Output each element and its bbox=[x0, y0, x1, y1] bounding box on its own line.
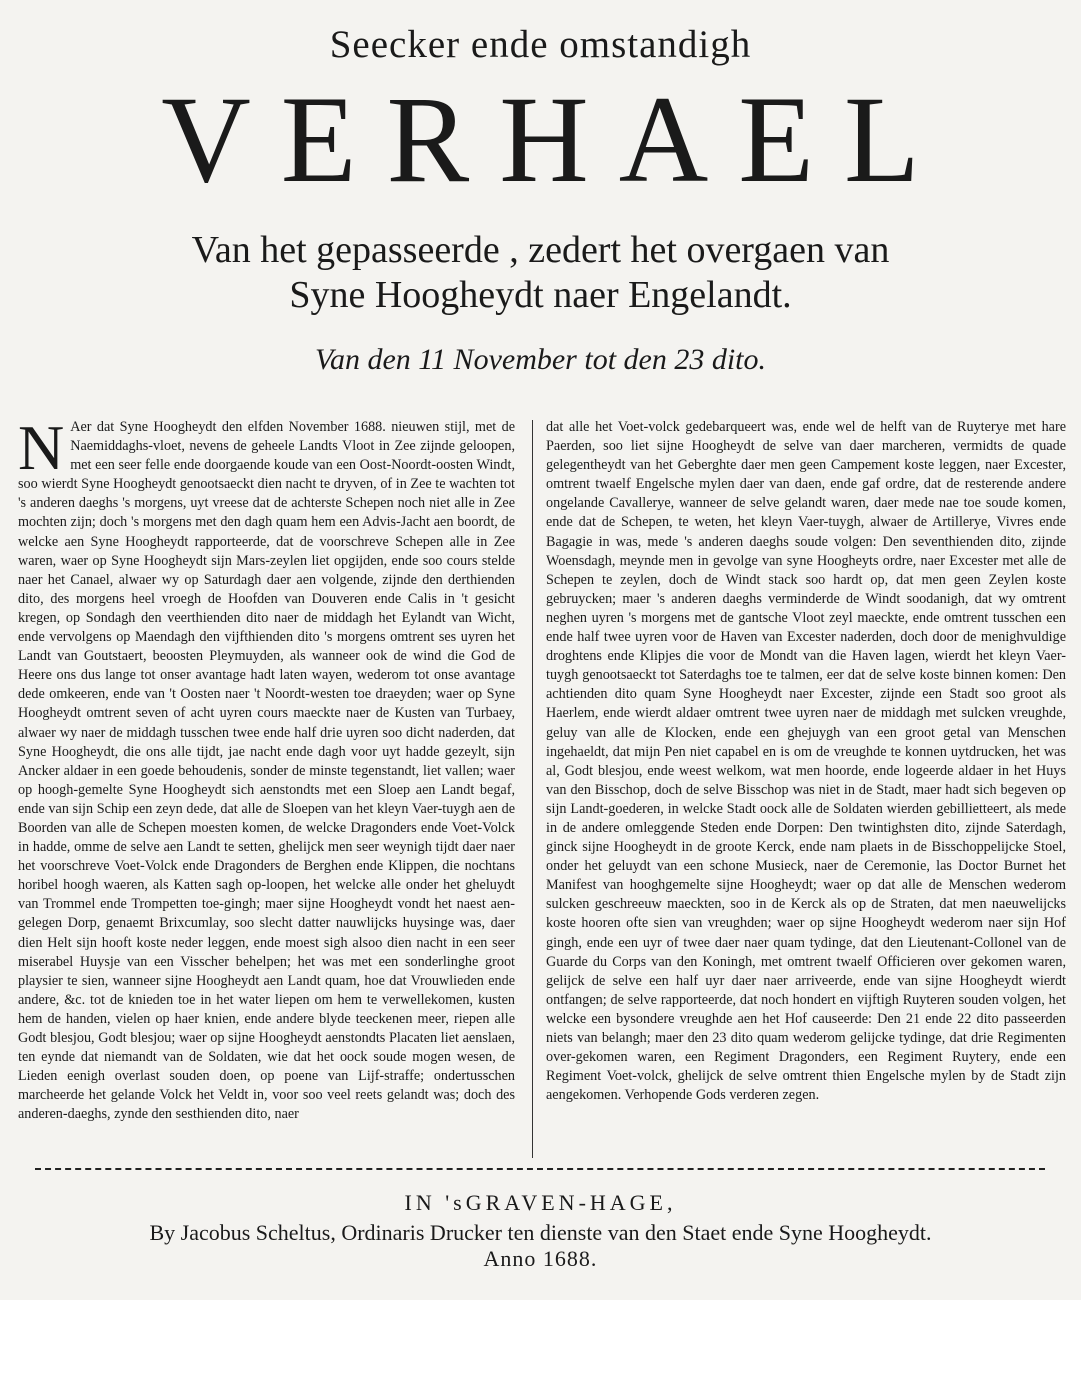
text-column-right bbox=[546, 418, 1066, 1153]
subtitle-line-2: Syne Hoogheydt naer Engelandt. bbox=[289, 274, 792, 316]
drop-cap: N bbox=[18, 418, 65, 483]
right-column-text: dat alle het Voet-volck gedebarqueert was, ende wel de helft van de Ruyterye met hare Paerden, soo liet sijne Hoogheydt de selve van daer marcheren, vermidts de quade gelegentheydt van het Geberghte daer men geen Campement koste leggen, naer Excester, omtrent twaelf Engelsche mylen daer van daen, ende gaf ordre, dat de resterende andere ongelande Cavallerye, wanneer de selve gelandt waren, daer mede nae toe soude komen, ende dat de Schepen, te weten, het kleyn Vaer-tuygh, alwaer de Artillerye, Vivres ende Bagagie in was, mede 's anderen daeghs soude volgen: Den seventhienden dito, zijnde Woensdagh, meynde men in gevolge van syne Hoogheyts ordre, naer Excester met alle de Schepen te zeylen, doch de Windt stack soo hardt op, dat men geen Zeylen koste gebruycken; maer 's anderen daeghs verminderde de Windt soodanigh, dat wy omtrent neghen uyren 's morgens met de gantsche Vloot zeyl maeckte, ende omtrent tusschen een ende half twee uyren voor de Haven van Excester naderden, doch door de menighvuldige droghtens ende Klipjes die voor de Mondt van die Haven lagen, wierdt het kleyn Vaer-tuygh genootsaeckt tot Saterdaghs toe te talmen, eer dat de selve koste binnen komen: Den achtienden dito quam Syne Hoogheydt naer Excester, zijnde een Stadt soo groot als Haerlem, ende wierdt aldaer omtrent twee uyren naer de middagh met sulcken vreughde, geluy van alle de Klocken, ende een ghejuygh van een groot getal van Menschen ingehaeldt, dat mijn Pen niet capabel en is om de vreughde te konnen uytdrucken, het was al, Godt blesjou, ende weest welkom, wat men hoorde, ende logeerde aldaer in het Huys van den Bisschop, doch de selve Bisschop was niet in de Stadt, maer hadt sich begeven op sijn Landt-goederen, in welcke Stadt oock alle de Soldaten wierden gebillietteert, als mede in de andere omleggende Steden ende Dorpen: Den twintighsten dito, zijnde Saterdagh, ginck sijne Hoogheydt in de groote Kerck, ende nam plaets in de Bisschoppelijcke Stoel, onder het geluydt van een schone Musieck, naer de Ceremonie, las Doctor Burnet het Manifest van hooghgemelte sijne Hoogheydt; waer op dat alle de Menschen wederom sulcken geschreeuw maeckten, soo in de Kerck als op de Straten, dat men naeuwelijcks koste hooren ofte sien van vreughden; waer op sijne Hoogheydt wederom naer sijn Hof gingh, ende een uyr of twee daer naer quam tydinge, dat den Lieutenant-Collonel van de Guarde du Corps van den Koningh, met omtrent twaelf Officieren over gekomen waren, gelijck de selve een half uyr daer naer arriveerde, ende van sijne Hoogheydt wierdt ontfangen; de selve rapporteerde, dat noch hondert en vijftigh Ruyteren souden volgen, het welcke een bysondere vreughde aen het Hof causeerde: Den 21 ende 22 dito passeerden niets van belangh; maer den 23 dito quam wederom gelijcke tydinge, dat drie Regimenten over-gekomen waren, een Regiment Dragonders, een Regiment Ruytery, ende een Regiment Voet-volck, ghelijck de selve omtrent thien Engelsche mylen by de Stadt zijn aengekomen. Verhopende Gods verderen zegen. bbox=[546, 419, 1066, 1104]
footer-separator bbox=[35, 1168, 1045, 1170]
subtitle-line-1: Van het gepasseerde , zedert het overgaen van bbox=[191, 229, 890, 271]
column-divider bbox=[532, 420, 533, 1158]
text-column-left bbox=[18, 418, 515, 1153]
imprint-printer: By Jacobus Scheltus, Ordinaris Drucker ten dienste van den Staet ende Syne Hoogheydt. bbox=[149, 1220, 932, 1245]
left-column-text: Aer dat Syne Hoogheydt den elfden November 1688. nieuwen stijl, met de Naemiddaghs-vloet, nevens de geheele Landts Vloot in Zee zijnde geloopen, met een seer felle ende doorgaende koude van een Oost-Noordt-oosten Windt, soo wierdt Syne Hoogheydt genootsaeckt dien nacht te dryven, of in Zee te wachten tot 's anderen daeghs 's morgens, uyt vreese dat de achterste Schepen noch niet alle in Zee mochten zijn; doch 's morgens met den dagh quam hem een Advis-Jacht aen boordt, de welcke aen Syne Hoogheydt rapporteerde, dat de voorschreve Schepen alle in Zee waren, waer op Syne Hoogheydt sijn Mars-zeylen liet opgijden, ende soo cours stelde naer het Canael, alwaer wy op Saturdagh daer aen volgende, zijnde den derthienden dito, des morgens heel vroegh de Hoofden van Douveren ende Calis in 't gesicht kregen, op Sondagh den veerthienden dito naer de middagh het Eylandt van Wicht, ende vervolgens op Maendagh den vijfthienden dito 's morgens omtrent ses uyren het Landt van Goutstaert, beoosten Pleymuyden, als wanneer ook de wind die God de Heere ons dus lange tot onser avantage hadt laten wayen, wederom tot onse avantage dede omkeeren, ende van 't Oosten naer 't Noordt-westen toe draeyden; waer op Syne Hoogheydt omtrent seven of acht uyren cours maeckte naer de Kusten van Turbaey, alwaer wy naer de middagh tusschen twee ende half drie uyren soo dicht naderden, dat Syne Hoogheydt, die ons alle tijdt, jae nacht ende dagh voor uyt hadde gezeylt, sijn Ancker aldaer in een goede behoudenis, sonder de minste tegenstandt, liet vallen; waer op hoogh-gemelte Syne Hoogheydt sich aenstondts met een Sloep aen Landt begaf, ende van sijn Schip een zeyn dede, dat alle de Sloepen van het kleyn Vaer-tuygh aen de Boorden van alle de Schepen moesten komen, de welcke Dragonders ende Voet-Volck in hadde, omme de selve aen Landt te setten, ghelijck men seer weynigh tijdt daer naer het voorschreve Voet-Volck ende Dragonders de Berghen ende Klippen, die nochtans horibel hoogh waeren, als Katten sagh op-loopen, het welcke alle onder het gheluydt van Trommel ende Trompetten toe-gingh; maer sijne Hoogheydt vondt het naest aen-gelegen Dorp, genaemt Brixcumlay, soo slecht datter nauwlijcks huysinge was, daer dien Helt sijn hooft koste neder leggen, ende moest sigh alsoo dien nacht in een seer miserabel Huysje van een Visscher behelpen; het was met een sonderlinghe groot playsier te sien, wanneer sijne Hoogheydt aen Landt quam, hoe dat Vrouwlieden ende andere, &c. tot de knieden toe in het water liepen om hem te verwellekomen, kusten hem de handen, vielen op haer knien, ende andere blyde teeckenen meer, riepen alle Godt blesjou, Godt blesjou; waer op sijne Hoogheydt aenstondts Placaten liet aenslaen, ten eynde dat niemandt van de Soldaten, wie dat het oock soude mogen wesen, de Lieden eenigh overlast souden doen, op poene van Lijf-straffe; ondertusschen marcheerde het gelande Volck het Veldt in, voor soo veel reets gelandt was; doch des anderen-daeghs, zynde den sesthienden dito, naer bbox=[18, 419, 515, 1123]
bottom-margin bbox=[0, 1300, 1081, 1390]
main-title: VERHAEL bbox=[161, 71, 950, 208]
left-paragraph bbox=[18, 418, 515, 1124]
date-range-line: Van den 11 November tot den 23 dito. bbox=[314, 343, 767, 376]
imprint-year: Anno 1688. bbox=[483, 1246, 598, 1271]
subtitle-block bbox=[0, 228, 1081, 318]
imprint-place: IN 'sGRAVEN-HAGE, bbox=[404, 1190, 677, 1215]
subtitle-top: Seecker ende omstandigh bbox=[329, 23, 752, 66]
